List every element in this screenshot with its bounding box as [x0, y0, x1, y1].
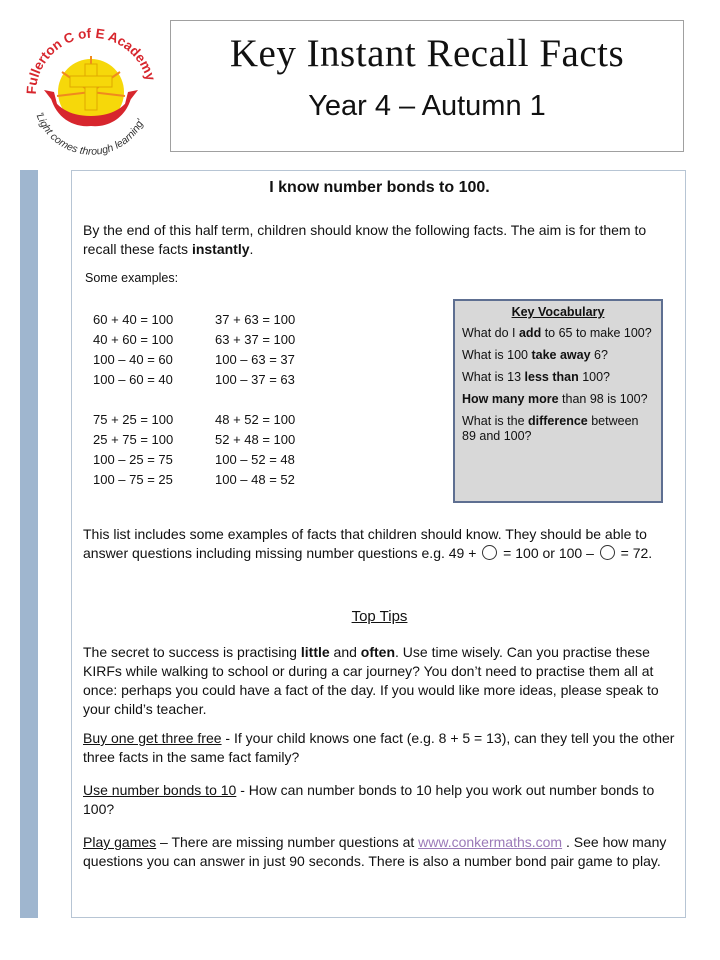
fact-item: 100 – 60 = 40 [93, 372, 173, 387]
page-title: Key Instant Recall Facts [229, 32, 625, 75]
fact-item: 63 + 37 = 100 [215, 332, 296, 347]
fact-item: 100 – 40 = 60 [93, 352, 173, 367]
academy-logo [14, 20, 164, 162]
vocab-question: What is 100 take away 6? [462, 348, 608, 362]
vocab-question: What is 13 less than 100? [462, 370, 610, 384]
fact-item: 100 – 37 = 63 [215, 372, 295, 387]
header-box [170, 20, 684, 152]
logo-arc-text: Fullerton C of E Academy [23, 25, 159, 95]
blank-circle-icon [482, 545, 497, 560]
tip-paragraph: Buy one get three free - If your child knows one fact (e.g. 8 + 5 = 13), can they tell you the other three facts in the same fact family? [83, 730, 675, 765]
section-heading: I know number bonds to 100. [269, 179, 490, 196]
fact-item: 25 + 75 = 100 [93, 432, 174, 447]
vocab-question: What do I add to 65 to make 100? [462, 326, 652, 340]
fact-item: 100 – 48 = 52 [215, 472, 295, 487]
vocab-title: Key Vocabulary [511, 305, 605, 319]
fact-item: 100 – 25 = 75 [93, 452, 173, 467]
blank-circle-icon [600, 545, 615, 560]
fact-item: 100 – 52 = 48 [215, 452, 295, 467]
intro-end: . [249, 241, 254, 257]
tip-paragraph: The secret to success is practising little and often. Use time wisely. Can you practise these KIRFs while walking to school or during a car journey? You don’t need to practise them all at once: perhaps you could have a fact of the day. If you would like more ideas, please speak to your child’s teacher. [83, 644, 659, 717]
vocab-question: How many more than 98 is 100? [462, 392, 648, 406]
list-note-text: = 100 or 100 – [499, 545, 598, 561]
top-tips-heading: Top Tips [351, 608, 408, 625]
fact-item: 37 + 63 = 100 [215, 312, 296, 327]
list-note-text: This list includes some examples of facts that children should know. They should be able to answer questions including missing number questions e.g. 49 + [83, 526, 647, 561]
facts-column-2 [215, 310, 295, 490]
fact-item: 40 + 60 = 100 [93, 332, 174, 347]
intro-text: By the end of this half term, children should know the following facts. The aim is for them to recall these facts [83, 222, 647, 257]
fact-item: 75 + 25 = 100 [93, 412, 174, 427]
list-note-paragraph [83, 525, 681, 563]
conkermaths-link[interactable]: www.conkermaths.com [418, 834, 563, 850]
fact-item: 48 + 52 = 100 [215, 412, 296, 427]
fact-item: 100 – 63 = 37 [215, 352, 295, 367]
vocab-question: What is the difference between 89 and 100? [462, 414, 639, 443]
intro-paragraph [83, 221, 677, 259]
facts-column-1 [93, 310, 173, 490]
fact-item: 52 + 48 = 100 [215, 432, 296, 447]
tip-paragraph: Use number bonds to 10 - How can number bonds to 10 help you work out number bonds to 100? [83, 782, 655, 817]
key-vocabulary-box [453, 299, 663, 503]
logo-motto: 'Light comes through learning' [33, 110, 147, 158]
list-note-text: = 72. [616, 545, 653, 561]
fact-item: 100 – 75 = 25 [93, 472, 173, 487]
page-subtitle: Year 4 – Autumn 1 [308, 90, 546, 122]
intro-bold: instantly [191, 241, 250, 257]
examples-label: Some examples: [85, 271, 179, 285]
fact-item: 60 + 40 = 100 [93, 312, 174, 327]
tip-paragraph: Play games – There are missing number questions at www.conkermaths.com . See how many questions you can answer in just 90 seconds. There is also a number bond pair game to play. [83, 834, 667, 869]
side-accent-bar [20, 170, 38, 918]
main-content-box [71, 170, 686, 918]
